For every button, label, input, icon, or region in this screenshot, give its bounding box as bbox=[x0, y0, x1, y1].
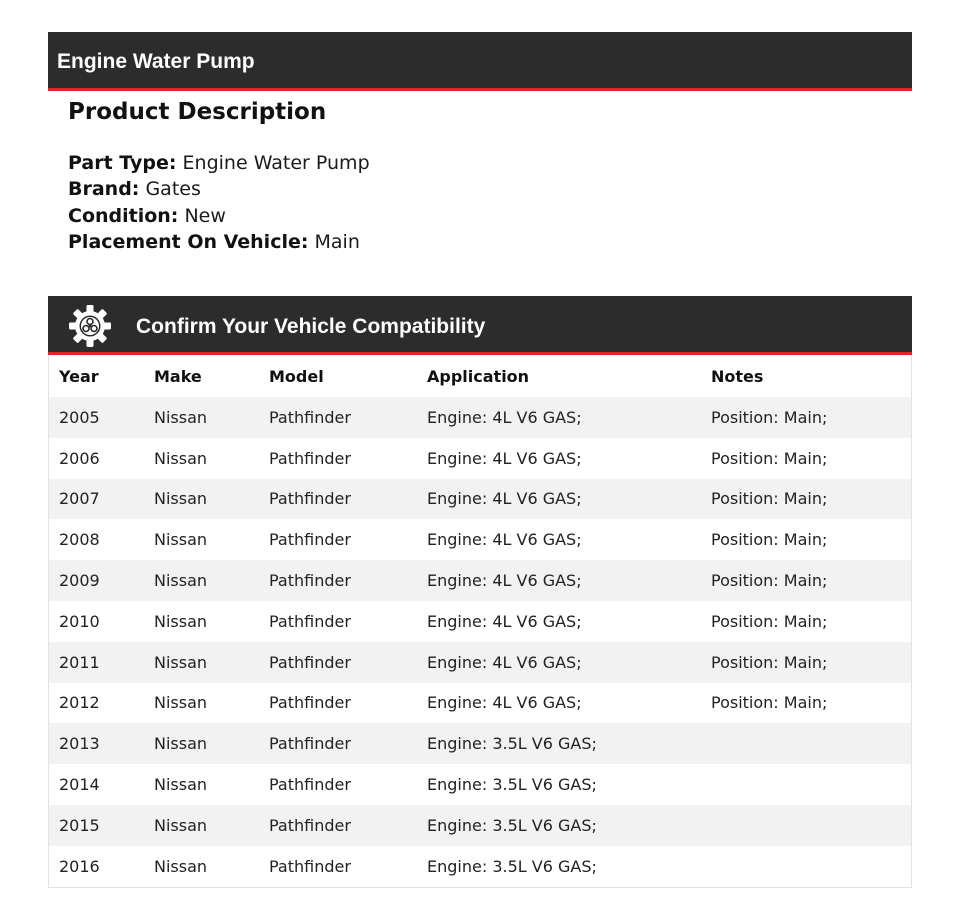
spec-placement bbox=[68, 229, 370, 255]
cell-notes bbox=[701, 764, 912, 805]
table-row bbox=[49, 805, 912, 846]
table-row bbox=[49, 601, 912, 642]
spec-value: New bbox=[184, 204, 226, 227]
cell-model: Pathfinder bbox=[269, 734, 351, 754]
table-row bbox=[49, 519, 912, 560]
spec-part-type bbox=[68, 150, 370, 176]
cell-application: Engine: 3.5L V6 GAS; bbox=[427, 775, 597, 795]
cell-year: 2010 bbox=[59, 611, 100, 631]
cell-application: Engine: 4L V6 GAS; bbox=[427, 530, 582, 550]
cell-application: Engine: 4L V6 GAS; bbox=[427, 571, 582, 591]
cell-model: Pathfinder bbox=[269, 571, 351, 591]
cell-notes bbox=[701, 805, 912, 846]
spec-value: Gates bbox=[145, 178, 201, 201]
cell-application: Engine: 4L V6 GAS; bbox=[427, 448, 582, 468]
compatibility-bar bbox=[48, 296, 912, 355]
spec-value: Engine Water Pump bbox=[182, 152, 370, 174]
cell-application: Engine: 3.5L V6 GAS; bbox=[427, 815, 597, 835]
cell-make: Nissan bbox=[154, 407, 208, 427]
cell-model: Pathfinder bbox=[269, 856, 351, 876]
cell-model: Pathfinder bbox=[269, 815, 351, 835]
cell-model: Pathfinder bbox=[269, 652, 351, 672]
cell-model: Pathfinder bbox=[269, 530, 351, 550]
cell-application: Engine: 4L V6 GAS; bbox=[427, 652, 582, 672]
cell-application: Engine: 4L V6 GAS; bbox=[427, 611, 582, 631]
cell-year: 2005 bbox=[59, 407, 100, 427]
table-header-row bbox=[49, 355, 912, 397]
compatibility-table bbox=[48, 355, 912, 888]
cell-model: Pathfinder bbox=[269, 611, 351, 631]
spec-condition bbox=[68, 203, 370, 229]
column-header-year: Year bbox=[59, 366, 99, 386]
cell-notes: Position: Main; bbox=[711, 652, 828, 672]
cell-notes: Position: Main; bbox=[711, 489, 828, 509]
cell-application: Engine: 3.5L V6 GAS; bbox=[427, 856, 597, 876]
cell-year: 2016 bbox=[59, 856, 100, 876]
column-header-make: Make bbox=[154, 366, 202, 386]
cell-make: Nissan bbox=[154, 734, 208, 754]
spec-label: Placement On Vehicle: bbox=[68, 230, 309, 253]
table-row bbox=[49, 764, 912, 805]
gear-icon bbox=[68, 304, 112, 348]
cell-model: Pathfinder bbox=[269, 693, 351, 713]
product-title: Engine Water Pump bbox=[57, 50, 255, 73]
table-row bbox=[49, 560, 912, 601]
cell-model: Pathfinder bbox=[269, 448, 351, 468]
cell-year: 2013 bbox=[59, 734, 100, 754]
cell-year: 2008 bbox=[59, 530, 100, 550]
table-row bbox=[49, 479, 912, 520]
cell-notes: Position: Main; bbox=[711, 611, 828, 631]
compatibility-title: Confirm Your Vehicle Compatibility bbox=[136, 315, 486, 338]
column-header-notes: Notes bbox=[711, 366, 764, 386]
table-row bbox=[49, 683, 912, 724]
table-row bbox=[49, 642, 912, 683]
cell-notes: Position: Main; bbox=[711, 571, 828, 591]
cell-year: 2012 bbox=[59, 693, 100, 713]
product-description-heading: Product Description bbox=[68, 99, 327, 125]
spec-value: Main bbox=[314, 230, 360, 253]
cell-make: Nissan bbox=[154, 571, 208, 591]
cell-make: Nissan bbox=[154, 530, 208, 550]
table-row bbox=[49, 397, 912, 438]
table-row bbox=[49, 846, 912, 887]
cell-make: Nissan bbox=[154, 856, 208, 876]
spec-brand bbox=[68, 176, 370, 202]
cell-make: Nissan bbox=[154, 652, 208, 672]
cell-application: Engine: 4L V6 GAS; bbox=[427, 489, 582, 509]
cell-year: 2006 bbox=[59, 448, 100, 468]
cell-make: Nissan bbox=[154, 489, 208, 509]
cell-notes: Position: Main; bbox=[711, 448, 828, 468]
cell-make: Nissan bbox=[154, 448, 208, 468]
cell-make: Nissan bbox=[154, 815, 208, 835]
cell-notes: Position: Main; bbox=[711, 530, 828, 550]
table-row bbox=[49, 723, 912, 764]
spec-label: Condition: bbox=[68, 204, 179, 227]
spec-label: Brand: bbox=[68, 178, 140, 201]
cell-notes bbox=[701, 723, 912, 764]
cell-year: 2009 bbox=[59, 571, 100, 591]
table-row bbox=[49, 438, 912, 479]
cell-application: Engine: 4L V6 GAS; bbox=[427, 407, 582, 427]
cell-make: Nissan bbox=[154, 693, 208, 713]
cell-model: Pathfinder bbox=[269, 489, 351, 509]
product-spec-list bbox=[68, 150, 370, 255]
cell-year: 2014 bbox=[59, 775, 100, 795]
cell-year: 2011 bbox=[59, 652, 100, 672]
product-title-bar bbox=[48, 32, 912, 91]
spec-label: Part Type: bbox=[68, 152, 177, 174]
cell-application: Engine: 4L V6 GAS; bbox=[427, 693, 582, 713]
column-header-model: Model bbox=[269, 366, 324, 386]
cell-notes: Position: Main; bbox=[711, 407, 828, 427]
cell-model: Pathfinder bbox=[269, 407, 351, 427]
cell-year: 2015 bbox=[59, 815, 100, 835]
cell-notes bbox=[701, 846, 912, 887]
cell-model: Pathfinder bbox=[269, 775, 351, 795]
cell-application: Engine: 3.5L V6 GAS; bbox=[427, 734, 597, 754]
cell-make: Nissan bbox=[154, 611, 208, 631]
column-header-application: Application bbox=[427, 366, 530, 386]
cell-make: Nissan bbox=[154, 775, 208, 795]
cell-notes: Position: Main; bbox=[711, 693, 828, 713]
cell-year: 2007 bbox=[59, 489, 100, 509]
